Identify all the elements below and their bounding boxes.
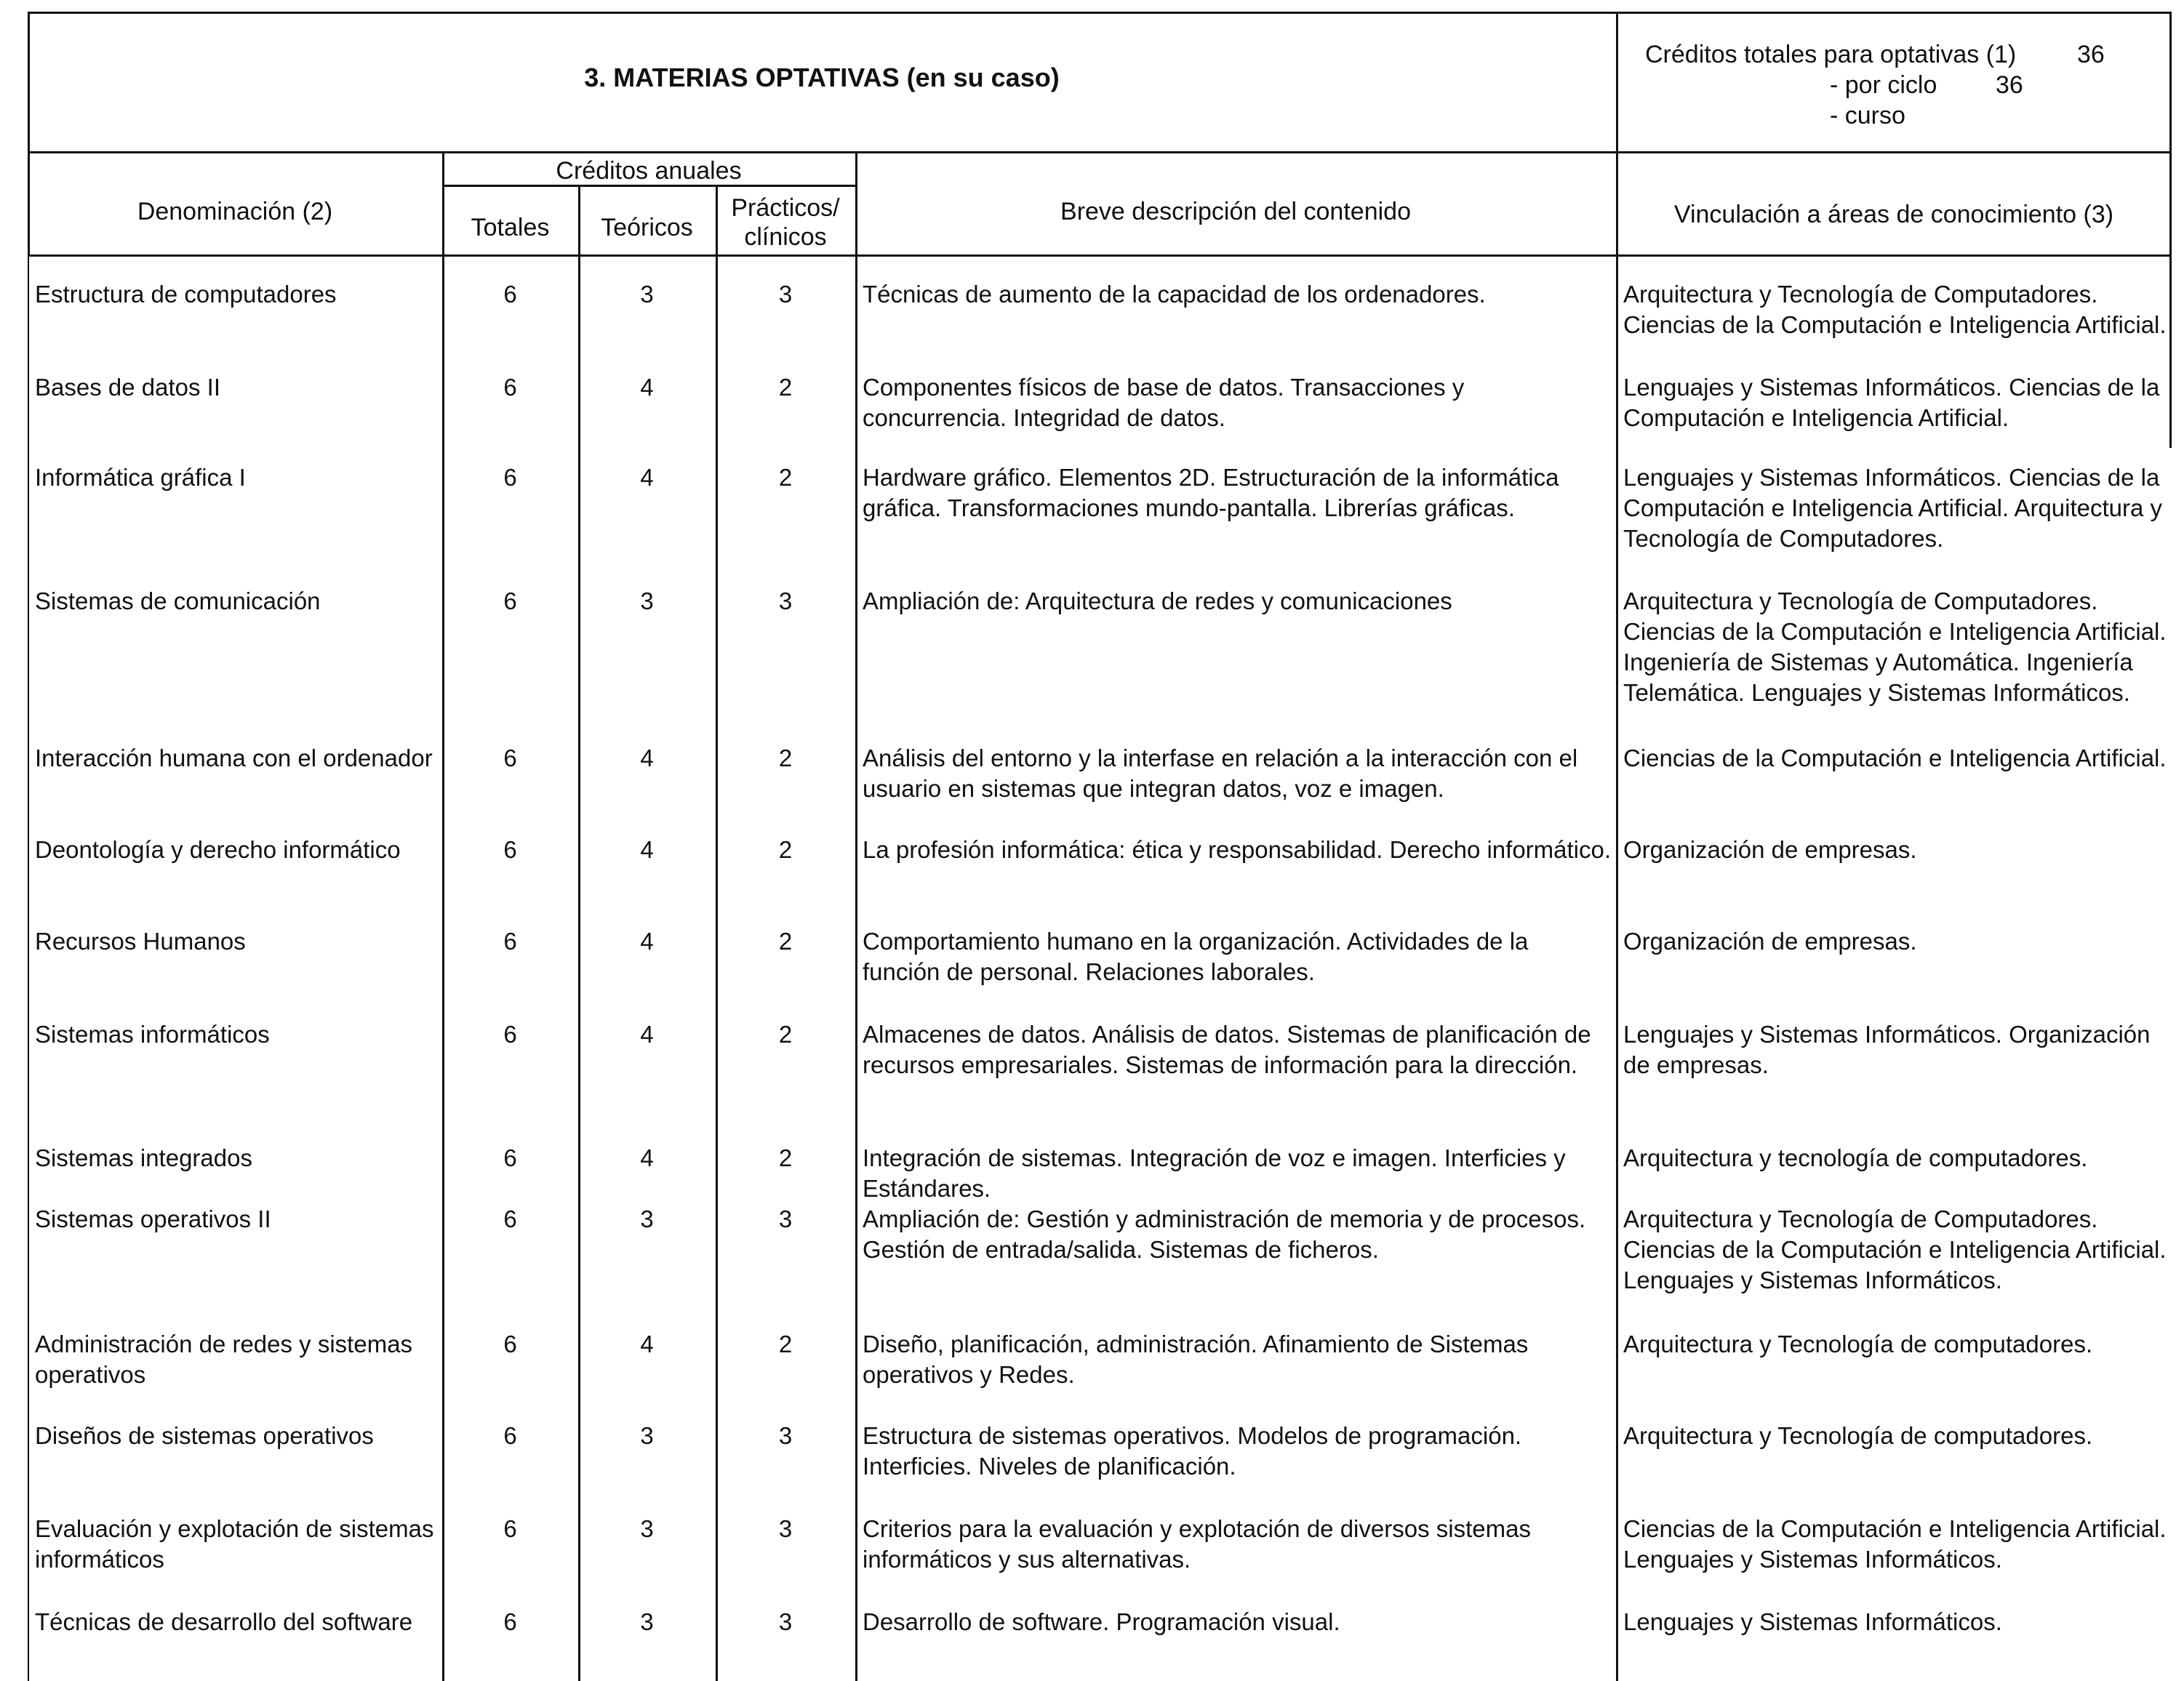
row-denominacion: Técnicas de desarrollo del software	[35, 1608, 413, 1635]
col-teoricos: Teóricos	[601, 214, 693, 241]
row-totales: 6	[503, 1205, 517, 1232]
row-vinculacion: Arquitectura y Tecnología de Computadores. Ciencias de la Computación e Inteligencia Artificial. Lenguajes y Sistemas Informáticos.	[1623, 1205, 2167, 1293]
curso-label: - curso	[1830, 102, 1905, 129]
row-vinculacion: Lenguajes y Sistemas Informáticos. Ciencias de la Computación e Inteligencia Artificial.	[1623, 374, 2160, 431]
row-teoricos: 4	[640, 745, 654, 771]
row-practicos: 3	[778, 587, 793, 614]
row-teoricos: 4	[640, 928, 654, 955]
row-denominacion: Sistemas integrados	[35, 1144, 252, 1171]
row-denominacion: Sistemas operativos II	[35, 1205, 271, 1232]
row-practicos: 2	[778, 1144, 793, 1171]
row-totales: 6	[503, 1021, 517, 1048]
row-vinculacion: Ciencias de la Computación e Inteligencia Artificial. Lenguajes y Sistemas Informáticos.	[1623, 1515, 2167, 1573]
row-teoricos: 3	[640, 1515, 654, 1542]
row-vinculacion: Arquitectura y Tecnología de computadores.	[1623, 1422, 2093, 1449]
row-totales: 6	[503, 587, 517, 614]
row-descripcion: Ampliación de: Gestión y administración de memoria y de procesos. Gestión de entrada/salida. Sistemas de ficheros.	[863, 1205, 1586, 1263]
row-descripcion: Desarrollo de software. Programación visual.	[863, 1608, 1340, 1635]
row-teoricos: 4	[640, 464, 654, 491]
row-totales: 6	[503, 281, 517, 308]
row-descripcion: Hardware gráfico. Elementos 2D. Estructuración de la informática gráfica. Transformaciones mundo-pantalla. Librerías gráficas.	[863, 464, 1559, 521]
row-denominacion: Interacción humana con el ordenador	[35, 745, 433, 771]
row-denominacion: Informática gráfica I	[35, 464, 246, 491]
row-totales: 6	[503, 1331, 517, 1357]
row-teoricos: 3	[640, 587, 654, 614]
row-denominacion: Administración de redes y sistemas operativos	[35, 1331, 413, 1388]
row-teoricos: 3	[640, 1205, 654, 1232]
page-title: 3. MATERIAS OPTATIVAS (en su caso)	[584, 63, 1060, 92]
row-totales: 6	[503, 1144, 517, 1171]
row-denominacion: Sistemas de comunicación	[35, 587, 321, 614]
col-vinculacion: Vinculación a áreas de conocimiento (3)	[1673, 201, 2114, 228]
row-descripcion: La profesión informática: ética y responsabilidad. Derecho informático.	[863, 836, 1612, 863]
header-divider	[28, 151, 2172, 153]
row-practicos: 2	[778, 836, 793, 863]
por-ciclo-value: 36	[1996, 71, 2023, 99]
row-denominacion: Estructura de computadores	[35, 281, 337, 308]
row-vinculacion: Lenguajes y Sistemas Informáticos. Organización de empresas.	[1623, 1021, 2151, 1078]
row-vinculacion: Organización de empresas.	[1623, 836, 1917, 863]
row-denominacion: Recursos Humanos	[35, 928, 246, 955]
row-totales: 6	[503, 928, 517, 955]
row-practicos: 3	[778, 1608, 793, 1635]
descripcion-divider	[855, 151, 857, 1681]
row-descripcion: Análisis del entorno y la interfase en relación a la interacción con el usuario en sistemas que integran datos, voz e imagen.	[863, 745, 1578, 802]
row-descripcion: Técnicas de aumento de la capacidad de los ordenadores.	[863, 281, 1486, 308]
row-practicos: 3	[778, 1515, 793, 1542]
col-totales: Totales	[471, 214, 550, 241]
col-creditos-anuales: Créditos anuales	[556, 157, 742, 185]
credits-total-label: Créditos totales para optativas (1)	[1645, 41, 2017, 68]
row-descripcion: Almacenes de datos. Análisis de datos. Sistemas de planificación de recursos empresariales. Sistemas de información para la dirección.	[863, 1021, 1591, 1078]
row-vinculacion: Lenguajes y Sistemas Informáticos. Ciencias de la Computación e Inteligencia Artificial. Arquitectura y Tecnología de Computadores.	[1623, 464, 2163, 552]
row-vinculacion: Organización de empresas.	[1623, 928, 1917, 955]
row-descripcion: Integración de sistemas. Integración de voz e imagen. Interficies y Estándares.	[863, 1144, 1566, 1202]
row-vinculacion: Ciencias de la Computación e Inteligencia Artificial.	[1623, 745, 2167, 771]
row-practicos: 3	[778, 1422, 793, 1449]
row-denominacion: Sistemas informáticos	[35, 1021, 270, 1048]
vinculacion-divider	[1616, 12, 1618, 1681]
row-descripcion: Estructura de sistemas operativos. Modelos de programación. Interficies. Niveles de planificación.	[863, 1422, 1522, 1480]
row-totales: 6	[503, 1515, 517, 1542]
row-practicos: 2	[778, 1331, 793, 1357]
row-teoricos: 4	[640, 1331, 654, 1357]
row-teoricos: 3	[640, 1608, 654, 1635]
row-practicos: 2	[778, 464, 793, 491]
row-totales: 6	[503, 374, 517, 401]
row-totales: 6	[503, 836, 517, 863]
document-table	[28, 12, 2172, 1681]
column-header-bottom	[28, 254, 2172, 257]
row-totales: 6	[503, 464, 517, 491]
row-descripcion: Componentes físicos de base de datos. Transacciones y concurrencia. Integridad de datos.	[863, 374, 1465, 431]
row-denominacion: Bases de datos II	[35, 374, 220, 401]
row-totales: 6	[503, 1608, 517, 1635]
col-denominacion: Denominación (2)	[137, 198, 333, 225]
row-totales: 6	[503, 745, 517, 771]
row-denominacion: Evaluación y explotación de sistemas informáticos	[35, 1515, 434, 1573]
row-denominacion: Deontología y derecho informático	[35, 836, 401, 863]
credits-total-value: 36	[2077, 41, 2105, 68]
row-descripcion: Diseño, planificación, administración. Afinamiento de Sistemas operativos y Redes.	[863, 1331, 1529, 1388]
row-teoricos: 4	[640, 1021, 654, 1048]
table-top-border	[28, 12, 2172, 14]
col-practicos: Prácticos/ clínicos	[731, 194, 840, 251]
row-practicos: 2	[778, 374, 793, 401]
row-descripcion: Criterios para la evaluación y explotación de diversos sistemas informáticos y sus alternativas.	[863, 1515, 1531, 1573]
row-practicos: 3	[778, 281, 793, 308]
row-totales: 6	[503, 1422, 517, 1449]
row-practicos: 2	[778, 928, 793, 955]
row-descripcion: Ampliación de: Arquitectura de redes y comunicaciones	[863, 587, 1452, 614]
row-practicos: 2	[778, 1021, 793, 1048]
row-descripcion: Comportamiento humano en la organización. Actividades de la función de personal. Relaciones laborales.	[863, 928, 1529, 985]
col-descripcion: Breve descripción del contenido	[1060, 198, 1411, 225]
row-teoricos: 3	[640, 281, 654, 308]
left-border	[28, 256, 29, 1681]
row-vinculacion: Lenguajes y Sistemas Informáticos.	[1623, 1608, 2002, 1635]
por-ciclo-label: - por ciclo	[1830, 71, 1937, 99]
row-teoricos: 3	[640, 1422, 654, 1449]
row-teoricos: 4	[640, 1144, 654, 1171]
row-teoricos: 4	[640, 836, 654, 863]
row-vinculacion: Arquitectura y Tecnología de Computadores. Ciencias de la Computación e Inteligencia Artificial. Ingeniería de Sistemas y Automática. Ingeniería Telemática. Lenguajes y Sistemas Informáticos.	[1623, 587, 2167, 706]
right-border	[2169, 12, 2172, 448]
row-vinculacion: Arquitectura y Tecnología de Computadores. Ciencias de la Computación e Inteligencia Artificial.	[1623, 281, 2167, 338]
row-denominacion: Diseños de sistemas operativos	[35, 1422, 374, 1449]
row-vinculacion: Arquitectura y Tecnología de computadores.	[1623, 1331, 2093, 1357]
row-teoricos: 4	[640, 374, 654, 401]
row-practicos: 2	[778, 745, 793, 771]
row-vinculacion: Arquitectura y tecnología de computadores.	[1623, 1144, 2088, 1171]
row-practicos: 3	[778, 1205, 793, 1232]
